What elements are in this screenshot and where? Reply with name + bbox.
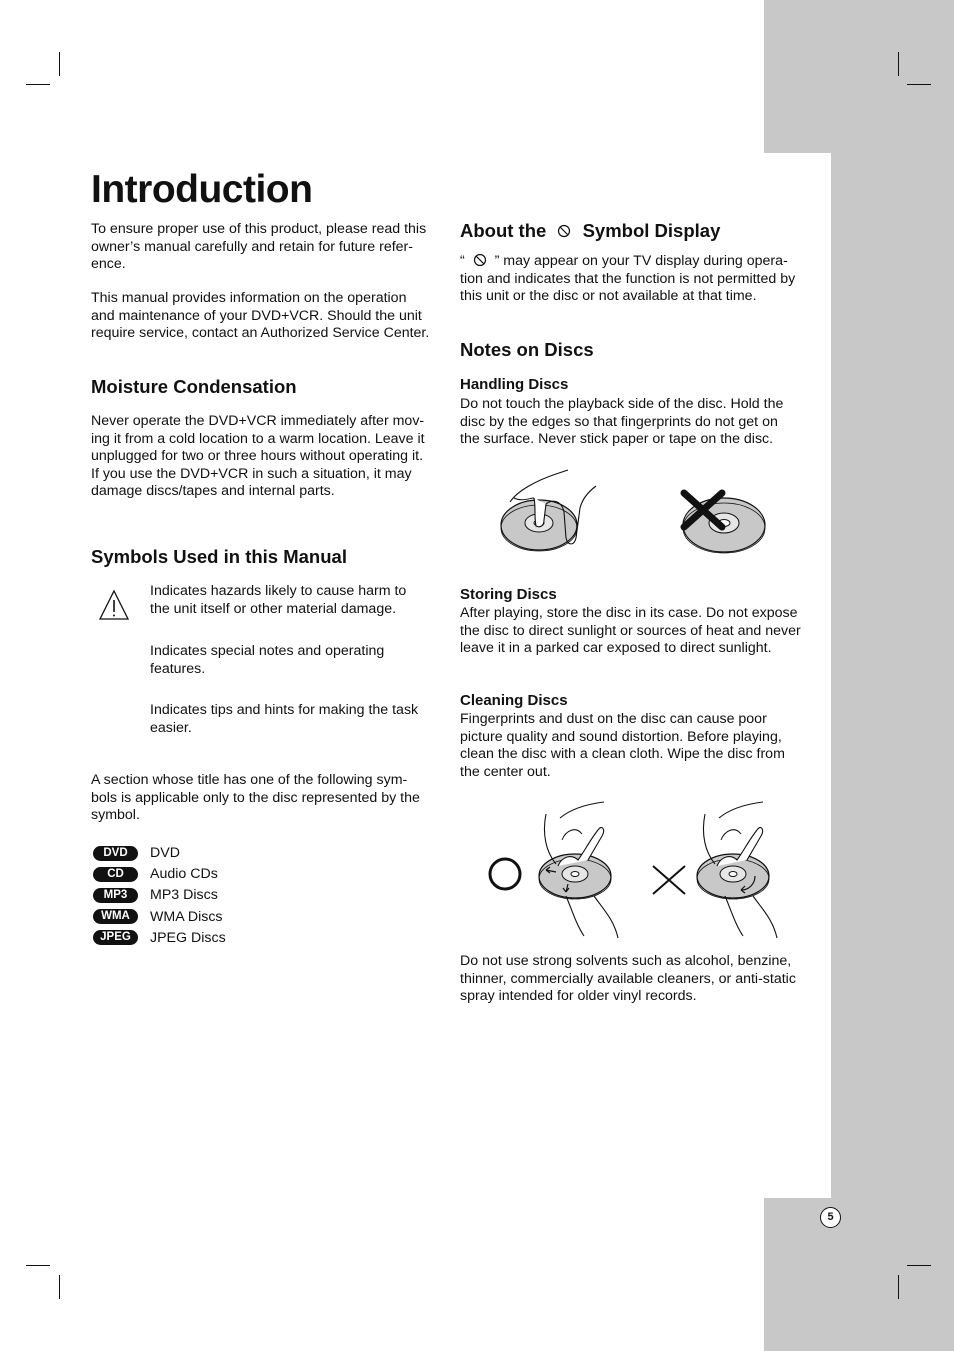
intro-paragraph-1: To ensure proper use of this product, please read this owner’s manual carefully and retain for future refer- ence. xyxy=(91,221,427,273)
side-margin-strip xyxy=(831,0,954,1351)
tips-description: Indicates tips and hints for making the task easier. xyxy=(150,702,419,736)
crop-mark xyxy=(59,52,60,76)
symbols-heading: Symbols Used in this Manual xyxy=(91,546,347,567)
handling-body: Do not touch the playback side of the disc. Hold the disc by the edges so that fingerprints do not get on the surface. Never stick paper or tape on the disc. xyxy=(460,396,784,448)
disc-touched-surface-illustration xyxy=(678,487,770,557)
warning-triangle-icon xyxy=(98,589,130,621)
wma-label: WMA Discs xyxy=(150,909,223,925)
cd-label: Audio CDs xyxy=(150,866,218,882)
crop-mark xyxy=(898,52,899,76)
prohibited-icon xyxy=(557,224,571,238)
solvent-warning: Do not use strong solvents such as alcohol, benzine, thinner, commercially available cleaners, or anti-static spray intended for older vinyl records. xyxy=(460,953,796,1005)
mp3-label: MP3 Discs xyxy=(150,887,218,903)
correct-circle-icon xyxy=(488,858,522,892)
section-symbol-note: A section whose title has one of the following sym- bols is applicable only to the disc represented by the symbol. xyxy=(91,772,420,824)
crop-mark xyxy=(59,1275,60,1299)
cleaning-body: Fingerprints and dust on the disc can cause poor picture quality and sound distortion. Before playing, clean the disc with a clean cloth. Wipe the disc from the center out. xyxy=(460,711,785,780)
crop-mark xyxy=(898,1275,899,1299)
footer-tab xyxy=(764,1198,954,1351)
crop-mark xyxy=(907,84,931,85)
cd-badge: CD xyxy=(93,867,138,882)
header-tab xyxy=(764,0,954,153)
cleaning-heading: Cleaning Discs xyxy=(460,692,568,709)
crop-mark xyxy=(26,1265,50,1266)
moisture-heading: Moisture Condensation xyxy=(91,376,297,397)
wipe-center-out-illustration xyxy=(532,800,632,940)
storing-heading: Storing Discs xyxy=(460,586,557,603)
about-symbol-heading: About the Symbol Display xyxy=(460,220,721,241)
storing-body: After playing, store the disc in its case. Do not expose the disc to direct sunlight or sources of heat and never leave it in a parked car exposed to direct sunlight. xyxy=(460,605,801,657)
wipe-circular-illustration xyxy=(693,800,793,940)
wma-badge: WMA xyxy=(93,909,138,924)
jpeg-badge: JPEG xyxy=(93,930,138,945)
moisture-body: Never operate the DVD+VCR immediately after mov- ing it from a cold location to a warm location. Leave it unplugged for two or three hours without operating it. If you use the DVD+VCR in such a situation, it may damage discs/tapes and internal parts. xyxy=(91,413,425,500)
mp3-badge: MP3 xyxy=(93,888,138,903)
crop-mark xyxy=(907,1265,931,1266)
notes-on-discs-heading: Notes on Discs xyxy=(460,339,594,360)
handling-heading: Handling Discs xyxy=(460,376,569,393)
intro-paragraph-2: This manual provides information on the operation and maintenance of your DVD+VCR. Should the unit require service, contact an Authorized Service Center. xyxy=(91,290,430,342)
warning-description: Indicates hazards likely to cause harm to the unit itself or other material damage. xyxy=(150,583,407,617)
about-symbol-body: “ ” may appear on your TV display during opera- tion and indicates that the function is not permitted by this unit or the disc or not available at that time. xyxy=(460,253,796,305)
page-number: 5 xyxy=(820,1207,841,1228)
disc-held-by-edge-illustration xyxy=(496,468,606,558)
dvd-badge: DVD xyxy=(93,846,138,861)
dvd-label: DVD xyxy=(150,845,180,861)
jpeg-label: JPEG Discs xyxy=(150,930,226,946)
notes-description: Indicates special notes and operating features. xyxy=(150,643,385,677)
incorrect-x-icon xyxy=(651,865,687,895)
crop-mark xyxy=(26,84,50,85)
prohibited-icon xyxy=(473,253,487,267)
page-title: Introduction xyxy=(91,168,313,211)
